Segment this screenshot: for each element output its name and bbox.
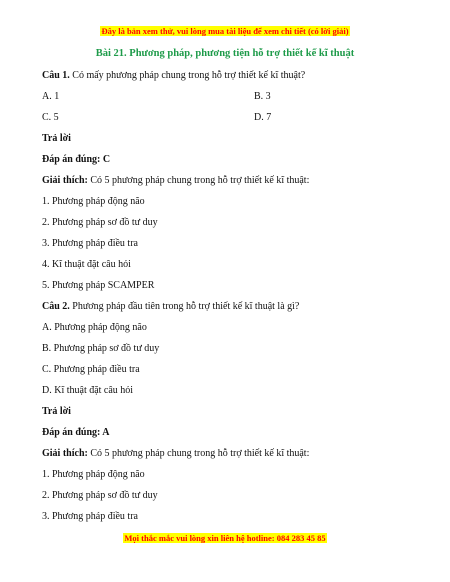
question-1-list-item: 5. Phương pháp SCAMPER bbox=[42, 280, 155, 291]
question-2-option-d: D. Kĩ thuật đặt câu hỏi bbox=[42, 385, 134, 396]
question-2-correct-answer: Đáp án đúng: A bbox=[42, 427, 110, 438]
question-2-option-b: B. Phương pháp sơ đồ tư duy bbox=[42, 343, 160, 354]
question-1-list-item: 2. Phương pháp sơ đồ tư duy bbox=[42, 217, 158, 228]
question-2-text: Phương pháp đầu tiên trong hỗ trợ thiết kế kĩ thuật là gì? bbox=[72, 301, 300, 312]
question-2-label: Câu 2. bbox=[42, 301, 70, 312]
question-2-option-c: C. Phương pháp điều tra bbox=[42, 364, 140, 375]
hotline-footer-text: Mọi thắc mắc vui lòng xin liên hệ hotline: 084 283 45 85 bbox=[124, 533, 326, 543]
preview-notice-banner bbox=[0, 25, 450, 37]
question-1-explanation bbox=[42, 174, 309, 187]
question-1-label: Câu 1. bbox=[42, 70, 70, 81]
question-1-correct-answer: Đáp án đúng: C bbox=[42, 154, 111, 165]
question-2-explanation-label: Giải thích: bbox=[42, 448, 88, 459]
question-1 bbox=[42, 69, 305, 82]
question-1-list-item: 3. Phương pháp điều tra bbox=[42, 238, 138, 249]
question-2-list-item: 2. Phương pháp sơ đồ tư duy bbox=[42, 490, 158, 501]
hotline-footer-banner bbox=[0, 532, 450, 544]
question-1-option-c: C. 5 bbox=[42, 112, 59, 123]
question-1-option-a: A. 1 bbox=[42, 91, 60, 102]
question-1-text: Có mấy phương pháp chung trong hỗ trợ thiết kế kĩ thuật? bbox=[72, 70, 306, 81]
question-2 bbox=[42, 300, 299, 313]
question-1-explanation-label: Giải thích: bbox=[42, 175, 88, 186]
question-2-answer-heading: Trả lời bbox=[42, 406, 71, 417]
preview-notice-text: Đây là bản xem thử, vui lòng mua tài liệu để xem chi tiết (có lời giải) bbox=[101, 26, 349, 36]
question-2-list-item: 3. Phương pháp điều tra bbox=[42, 511, 138, 522]
question-2-option-a: A. Phương pháp động não bbox=[42, 322, 147, 333]
question-1-option-d: D. 7 bbox=[254, 112, 272, 123]
question-1-explanation-text: Có 5 phương pháp chung trong hỗ trợ thiết kế kĩ thuật: bbox=[90, 175, 310, 186]
document-title: Bài 21. Phương pháp, phương tiện hỗ trợ thiết kế kĩ thuật bbox=[95, 48, 355, 59]
question-1-answer-heading: Trả lời bbox=[42, 133, 71, 144]
question-2-explanation bbox=[42, 447, 309, 460]
question-1-list-item: 4. Kĩ thuật đặt câu hỏi bbox=[42, 259, 131, 270]
question-2-explanation-text: Có 5 phương pháp chung trong hỗ trợ thiết kế kĩ thuật: bbox=[90, 448, 310, 459]
question-2-list-item: 1. Phương pháp động não bbox=[42, 469, 145, 480]
question-1-option-b: B. 3 bbox=[254, 91, 271, 102]
question-1-list-item: 1. Phương pháp động não bbox=[42, 196, 145, 207]
